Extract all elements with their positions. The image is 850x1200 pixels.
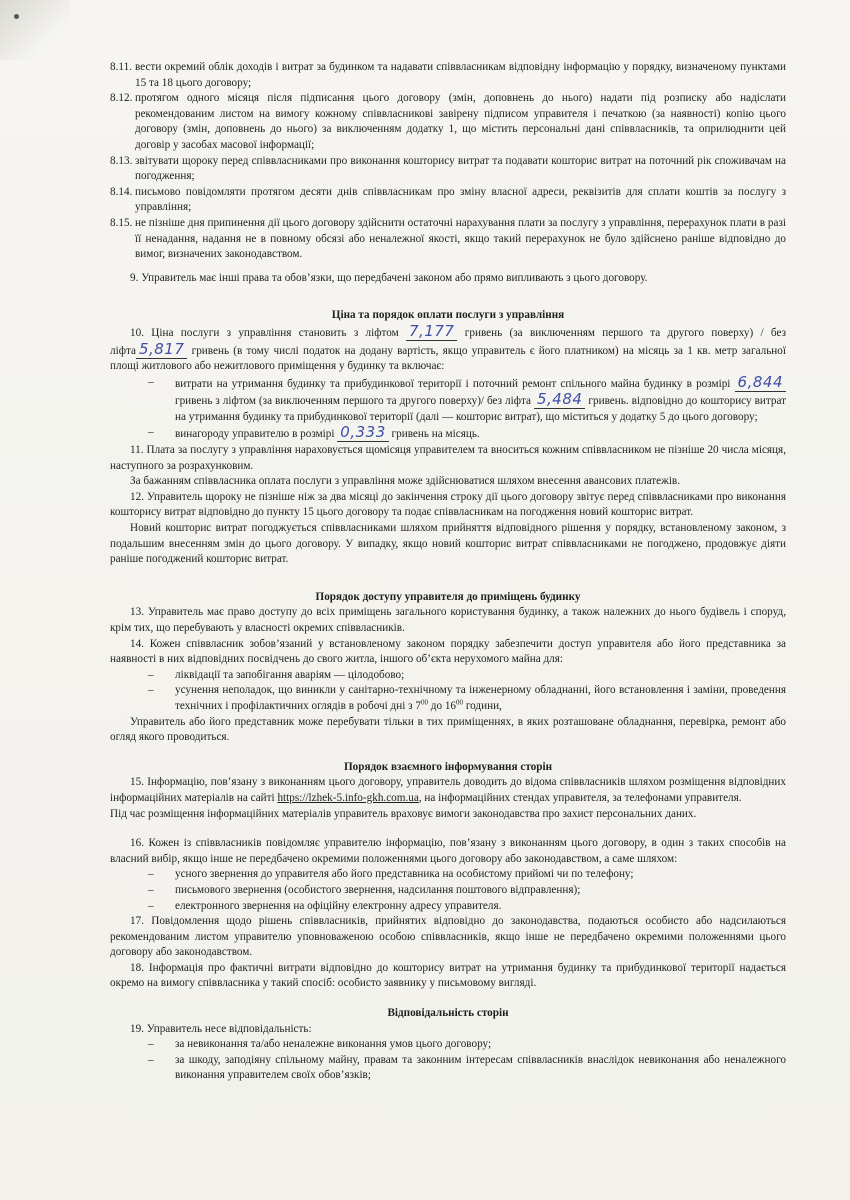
section-heading-responsibility: Відповідальність сторін bbox=[387, 1007, 509, 1020]
price-item-fee: – винагороду управителю в розмірі 0,333 гривень на місяць. bbox=[148, 423, 480, 442]
section-heading-info: Порядок взаємного інформування сторін bbox=[343, 760, 553, 773]
handwritten-maint-lift: 6,844 bbox=[735, 373, 786, 392]
clause-15-privacy: Під час розміщення інформаційних матеріалів управитель враховує вимоги законодавства про захист персональних даних. bbox=[110, 807, 697, 820]
clause-16: 16. Кожен із співвласників повідомляє управителю інформацію, пов’язану з виконанням цього договору, в один з таких способів на власний вибір, якщо інше не передбачено окремими положеннями цього договору або законодавством, а саме шляхом: bbox=[110, 837, 786, 865]
clause-8-11: 8.11. вести окремий облік доходів і витрат за будинком та надавати співвласникам відповідну інформацію у порядку, визначеному пунктами 15 та 18 цього договору; bbox=[110, 61, 786, 89]
clause-19: 19. Управитель несе відповідальність: bbox=[130, 1022, 312, 1035]
resp-item-nonperformance: – за невиконання та/або неналежне виконання умов цього договору; bbox=[148, 1038, 492, 1051]
clause-18: 18. Інформація про фактичні витрати відповідно до кошторису витрат на утримання будинку та прибудинкової території надається окремо на вимогу співвласника у такий спосіб: особисто заявнику у письмовому вигляді. bbox=[110, 961, 786, 990]
punch-hole-mark bbox=[14, 14, 19, 19]
page-fold-shadow bbox=[0, 0, 70, 60]
clause-8-13: 8.13. звітувати щороку перед співвласниками про виконання кошторису витрат та подавати кошторис витрат на поточний рік споживачам на погодження; bbox=[110, 154, 786, 183]
clause-14-presence: Управитель або його представник може перебувати тільки в тих приміщеннях, в яких розташоване обладнання, перевірка, ремонт або огляд якого проводиться. bbox=[110, 715, 786, 744]
handwritten-price-nolift: 5,817 bbox=[136, 340, 187, 359]
info-item-oral: – усного звернення до управителя або його представника на особистому прийомі чи по телефону; bbox=[148, 868, 634, 881]
handwritten-fee: 0,333 bbox=[337, 423, 388, 442]
clause-8-15: 8.15. не пізніше дня припинення дії цього договору здійснити остаточні нарахування плати за послугу з управління, перерахунок плати в разі її ненадання, надання не в повному обсязі або неналежної якості, якщо такий перерахунок не було здійснено раніше відповідно до вимог, визначених законодавством. bbox=[110, 216, 786, 261]
clause-12-new-estimate: Новий кошторис витрат погоджується співвласниками шляхом прийняття відповідного рішення у порядку, встановленому законом, з подальшим внесенням змін до цього договору. У випадку, якщо новий кошторис витрат співвласниками не погоджено, продовжує діяти раніше погоджений кошторис витрат. bbox=[110, 522, 786, 566]
clause-14: 14. Кожен співвласник зобов’язаний у встановленому законом порядку забезпечити доступ управителя або його представника за наявності в них відповідних посвідчень до свого житла, іншого об’єкта нерухомого майна для: bbox=[110, 637, 786, 666]
section-heading-access: Порядок доступу управителя до приміщень будинку bbox=[315, 590, 581, 603]
clause-15: 15. Інформацію, пов’язану з виконанням цього договору, управитель доводить до відома співвласників шляхом розміщення відповідних інформаційних матеріалів на сайті https://lzhek-5.info-gkh.com.ua, на інформаційних стендах управителя, за телефонами управителя. bbox=[110, 776, 786, 804]
info-item-electronic: – електронного звернення на офіційну електронну адресу управителя. bbox=[148, 899, 502, 912]
document-body bbox=[110, 60, 786, 1084]
clause-11: 11. Плата за послугу з управління нараховується щомісяця управителем та вноситься кожним співвласником не пізніше 20 числа місяця, наступного за розрахунковим. bbox=[110, 444, 786, 472]
price-item-maintenance: – витрати на утримання будинку та прибудинкової території і поточний ремонт спільного майна будинку в розмірі 6,844 гривень з ліфтом (за виключенням першого та другого поверху)/ без ліфта 5,484 гривень. відповідно до кошторису витрат на утримання будинку та прибудинкової території (далі — кошторис витрат), що міститься у додатку 5 до цього договору; bbox=[148, 372, 787, 423]
handwritten-price-lift: 7,177 bbox=[406, 322, 457, 341]
clause-13: 13. Управитель має право доступу до всіх приміщень загального користування будинку, а також належних до нього будівель і споруд, крім тих, що перебувають у власності окремих співвласників. bbox=[110, 606, 786, 634]
info-item-written: – письмового звернення (особистого звернення, надсилання поштового відправлення); bbox=[148, 883, 581, 896]
clause-8-14: 8.14. письмово повідомляти протягом десяти днів співвласникам про зміну власної адреси, реквізитів для сплати коштів за послугу з управління; bbox=[110, 185, 786, 214]
section-heading-price: Ціна та порядок оплати послуги з управління bbox=[331, 309, 565, 322]
clause-12: 12. Управитель щороку не пізніше ніж за два місяці до закінчення строку дії цього договору звітує перед співвласниками про виконання кошторису витрат відповідно до пункту 15 цього договору та подає співвласникам на погодження новий кошторис витрат. bbox=[110, 490, 786, 519]
website-link[interactable]: https://lzhek-5.info-gkh.com.ua bbox=[277, 791, 419, 804]
clause-17: 17. Повідомлення щодо рішень співвласників, прийнятих відповідно до законодавства, подаються особисто або надсилаються рекомендованим листом управителю уповноваженою особою співвласників, якщо інше не передбачено окремими положеннями цього договору або законодавством. bbox=[110, 915, 786, 959]
access-item-emergency: – ліквідації та запобігання аваріям — цілодобово; bbox=[148, 668, 405, 681]
clause-9: 9. Управитель має інші права та обов’язки, що передбачені законом або прямо випливають з цього договору. bbox=[130, 271, 648, 284]
access-item-repairs: – усунення неполадок, що виникли у санітарно-технічному та інженерному обладнанні, його встановлення і заміни, проведення технічних і профілактичних оглядів в робочі дні з $7^{00}$ до $16^{00}$ години, bbox=[148, 684, 786, 712]
resp-item-damage: – за шкоду, заподіяну спільному майну, правам та законним інтересам співвласників внаслідок невиконання або неналежного виконання управителем своїх обов’язків; bbox=[148, 1053, 786, 1082]
handwritten-maint-nolift: 5,484 bbox=[534, 390, 585, 409]
clause-8-12: 8.12. протягом одного місяця після підписання цього договору (змін, доповнень до нього) надати під розписку або надіслати рекомендованим листом на вимогу кожному співвласникові завірену підписом управителя і печаткою (за наявності) копію цього договору (змін, доповнень до нього) за виключенням додатку 1, що містить персональні дані співвласників, та оприлюднити цей договір у засобах масової інформації; bbox=[110, 92, 786, 151]
clause-11-advance: За бажанням співвласника оплата послуги з управління може здійснюватися шляхом внесення авансових платежів. bbox=[130, 475, 681, 488]
clause-10: 10. Ціна послуги з управління становить з ліфтом 7,177 гривень (за виключенням першого та другого поверху) / без ліфта 5,817 гривень (в тому числі податок на додану вартість, якщо управитель є його платником) на місяць за 1 кв. метр загальної площі житлового або нежитлового приміщення у будинку та включає: bbox=[110, 321, 787, 373]
